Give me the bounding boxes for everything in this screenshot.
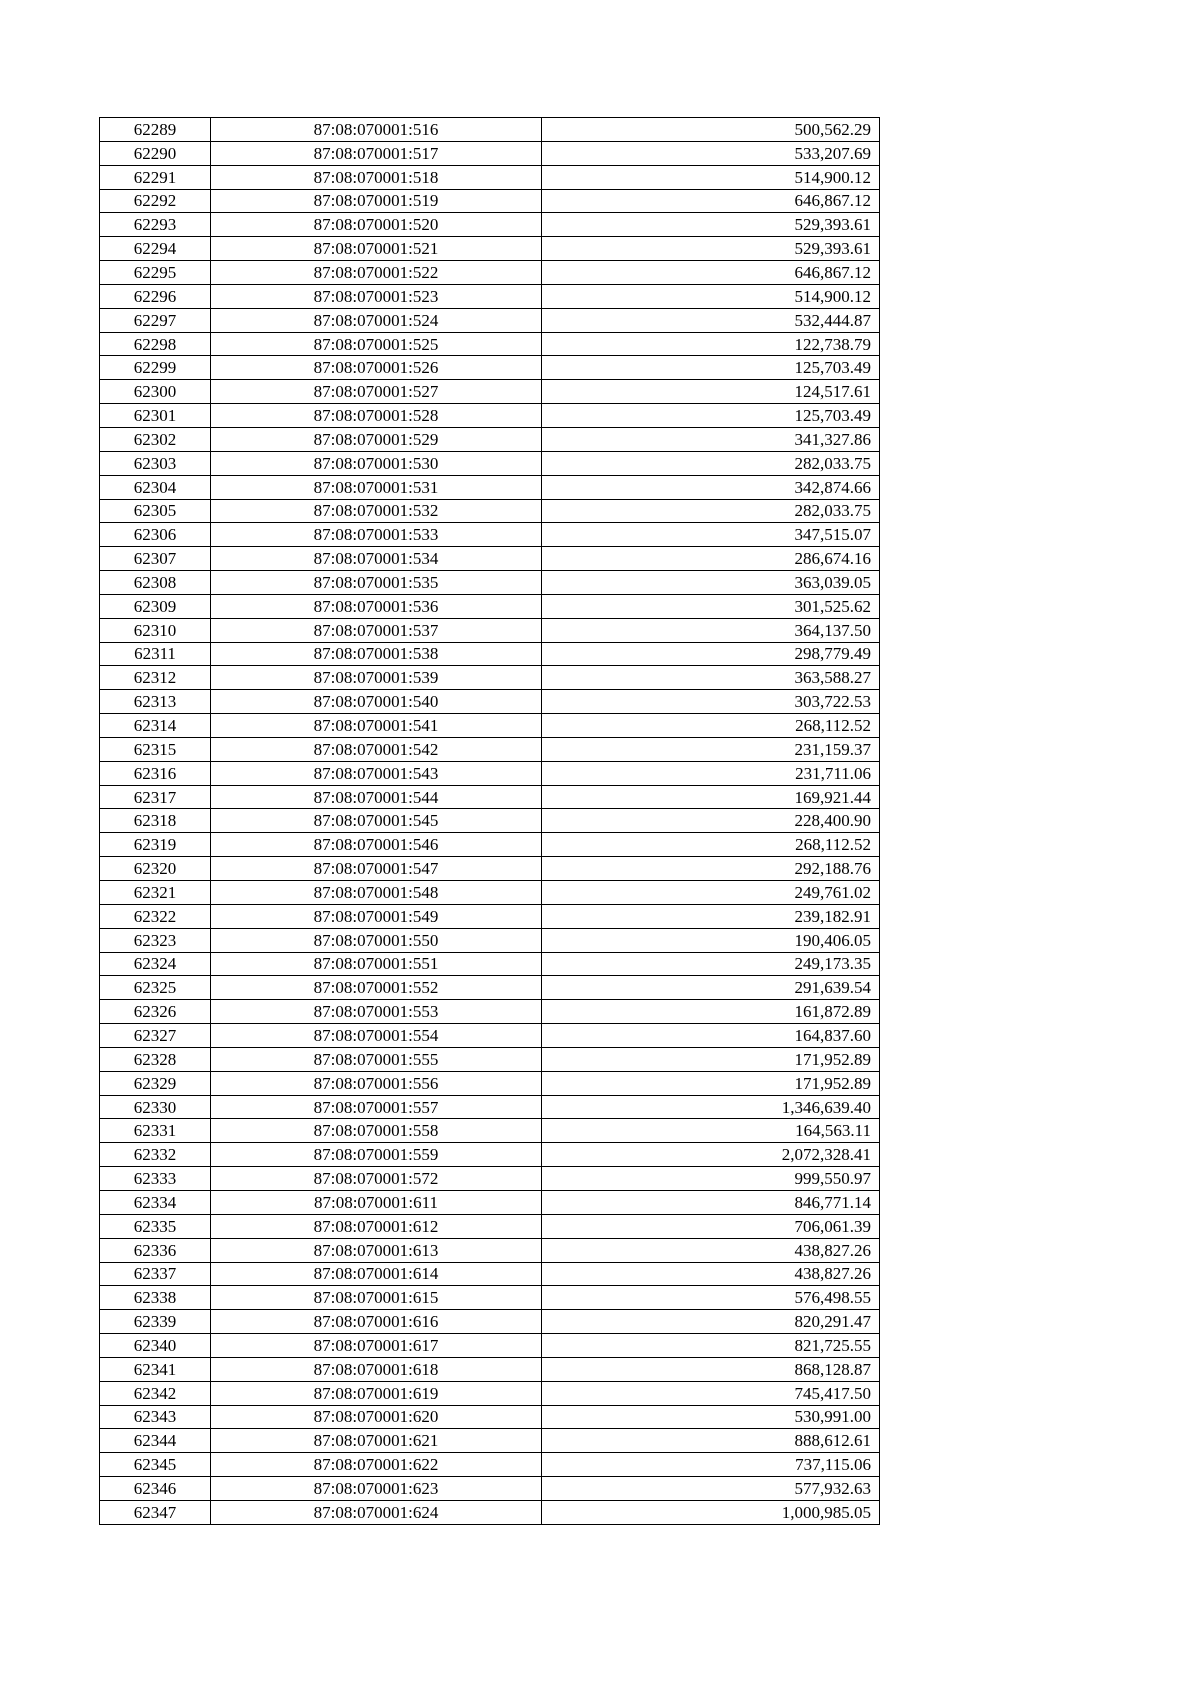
cadastral-value-cell: 646,867.12: [542, 261, 880, 285]
cadastral-number-cell: 87:08:070001:558: [211, 1119, 542, 1143]
cadastral-number-cell: 87:08:070001:613: [211, 1238, 542, 1262]
cadastral-value-cell: 737,115.06: [542, 1453, 880, 1477]
cadastral-number-cell: 87:08:070001:615: [211, 1286, 542, 1310]
table-row: [100, 451, 880, 475]
cadastral-number-cell: 87:08:070001:526: [211, 356, 542, 380]
row-number-cell: 62301: [100, 404, 211, 428]
row-number-cell: 62309: [100, 594, 211, 618]
cadastral-value-cell: 231,711.06: [542, 761, 880, 785]
table-row: [100, 952, 880, 976]
cadastral-number-cell: 87:08:070001:611: [211, 1190, 542, 1214]
cadastral-number-cell: 87:08:070001:531: [211, 475, 542, 499]
cadastral-number-cell: 87:08:070001:520: [211, 213, 542, 237]
table-row: [100, 1405, 880, 1429]
row-number-cell: 62317: [100, 785, 211, 809]
cadastral-value-cell: 286,674.16: [542, 547, 880, 571]
cadastral-value-cell: 291,639.54: [542, 976, 880, 1000]
cadastral-number-cell: 87:08:070001:546: [211, 833, 542, 857]
cadastral-number-cell: 87:08:070001:532: [211, 499, 542, 523]
cadastral-value-cell: 161,872.89: [542, 1000, 880, 1024]
cadastral-number-cell: 87:08:070001:557: [211, 1095, 542, 1119]
row-number-cell: 62327: [100, 1024, 211, 1048]
cadastral-value-cell: 868,128.87: [542, 1357, 880, 1381]
cadastral-number-cell: 87:08:070001:533: [211, 523, 542, 547]
table-row: [100, 141, 880, 165]
table-row: [100, 642, 880, 666]
table-row: [100, 1381, 880, 1405]
table-row: [100, 404, 880, 428]
row-number-cell: 62333: [100, 1167, 211, 1191]
cadastral-value-cell: 1,000,985.05: [542, 1500, 880, 1524]
table-row: [100, 1334, 880, 1358]
table-row: [100, 547, 880, 571]
table-row: [100, 237, 880, 261]
table-row: [100, 690, 880, 714]
cadastral-value-cell: 298,779.49: [542, 642, 880, 666]
table-row: [100, 308, 880, 332]
table-row: [100, 1286, 880, 1310]
cadastral-value-cell: 438,827.26: [542, 1238, 880, 1262]
row-number-cell: 62314: [100, 714, 211, 738]
row-number-cell: 62320: [100, 857, 211, 881]
table-row: [100, 1095, 880, 1119]
row-number-cell: 62289: [100, 118, 211, 142]
table-row: [100, 881, 880, 905]
cadastral-number-cell: 87:08:070001:559: [211, 1143, 542, 1167]
row-number-cell: 62329: [100, 1071, 211, 1095]
cadastral-number-cell: 87:08:070001:524: [211, 308, 542, 332]
cadastral-value-cell: 341,327.86: [542, 427, 880, 451]
table-row: [100, 785, 880, 809]
cadastral-number-cell: 87:08:070001:617: [211, 1334, 542, 1358]
cadastral-value-cell: 249,761.02: [542, 881, 880, 905]
cadastral-value-cell: 303,722.53: [542, 690, 880, 714]
cadastral-number-cell: 87:08:070001:535: [211, 571, 542, 595]
row-number-cell: 62340: [100, 1334, 211, 1358]
row-number-cell: 62334: [100, 1190, 211, 1214]
row-number-cell: 62302: [100, 427, 211, 451]
cadastral-value-cell: 529,393.61: [542, 213, 880, 237]
cadastral-number-cell: 87:08:070001:522: [211, 261, 542, 285]
row-number-cell: 62290: [100, 141, 211, 165]
cadastral-number-cell: 87:08:070001:542: [211, 737, 542, 761]
cadastral-value-cell: 122,738.79: [542, 332, 880, 356]
table-row: [100, 1071, 880, 1095]
table-row: [100, 1119, 880, 1143]
row-number-cell: 62299: [100, 356, 211, 380]
table-row: [100, 594, 880, 618]
table-row: [100, 618, 880, 642]
row-number-cell: 62322: [100, 904, 211, 928]
row-number-cell: 62347: [100, 1500, 211, 1524]
row-number-cell: 62293: [100, 213, 211, 237]
cadastral-value-cell: 342,874.66: [542, 475, 880, 499]
cadastral-number-cell: 87:08:070001:516: [211, 118, 542, 142]
table-row: [100, 261, 880, 285]
cadastral-value-cell: 125,703.49: [542, 404, 880, 428]
cadastral-number-cell: 87:08:070001:618: [211, 1357, 542, 1381]
cadastral-value-cell: 438,827.26: [542, 1262, 880, 1286]
cadastral-number-cell: 87:08:070001:550: [211, 928, 542, 952]
row-number-cell: 62291: [100, 165, 211, 189]
table-row: [100, 833, 880, 857]
cadastral-number-cell: 87:08:070001:623: [211, 1477, 542, 1501]
cadastral-value-cell: 171,952.89: [542, 1047, 880, 1071]
table-row: [100, 666, 880, 690]
cadastral-value-cell: 577,932.63: [542, 1477, 880, 1501]
cadastral-value-cell: 706,061.39: [542, 1214, 880, 1238]
cadastral-value-cell: 1,346,639.40: [542, 1095, 880, 1119]
cadastral-number-cell: 87:08:070001:527: [211, 380, 542, 404]
table-row: [100, 284, 880, 308]
cadastral-value-cell: 268,112.52: [542, 714, 880, 738]
cadastral-value-cell: 999,550.97: [542, 1167, 880, 1191]
cadastral-number-cell: 87:08:070001:529: [211, 427, 542, 451]
cadastral-value-cell: 514,900.12: [542, 284, 880, 308]
table-row: [100, 1262, 880, 1286]
cadastral-value-cell: 363,039.05: [542, 571, 880, 595]
cadastral-number-cell: 87:08:070001:552: [211, 976, 542, 1000]
row-number-cell: 62295: [100, 261, 211, 285]
row-number-cell: 62323: [100, 928, 211, 952]
cadastral-number-cell: 87:08:070001:518: [211, 165, 542, 189]
table-row: [100, 1453, 880, 1477]
table-row: [100, 1047, 880, 1071]
row-number-cell: 62319: [100, 833, 211, 857]
table-row: [100, 571, 880, 595]
cadastral-value-cell: 164,563.11: [542, 1119, 880, 1143]
cadastral-value-cell: 292,188.76: [542, 857, 880, 881]
table-row: [100, 475, 880, 499]
cadastral-value-cell: 2,072,328.41: [542, 1143, 880, 1167]
table-row: [100, 1167, 880, 1191]
cadastral-value-cell: 532,444.87: [542, 308, 880, 332]
table-row: [100, 189, 880, 213]
cadastral-number-cell: 87:08:070001:551: [211, 952, 542, 976]
row-number-cell: 62307: [100, 547, 211, 571]
cadastral-number-cell: 87:08:070001:540: [211, 690, 542, 714]
table-row: [100, 1214, 880, 1238]
cadastral-number-cell: 87:08:070001:544: [211, 785, 542, 809]
cadastral-value-cell: 576,498.55: [542, 1286, 880, 1310]
table-row: [100, 809, 880, 833]
table-row: [100, 928, 880, 952]
cadastral-number-cell: 87:08:070001:548: [211, 881, 542, 905]
cadastral-value-cell: 514,900.12: [542, 165, 880, 189]
table-row: [100, 499, 880, 523]
cadastral-value-cell: 124,517.61: [542, 380, 880, 404]
table-row: [100, 1500, 880, 1524]
row-number-cell: 62341: [100, 1357, 211, 1381]
cadastral-number-cell: 87:08:070001:528: [211, 404, 542, 428]
row-number-cell: 62321: [100, 881, 211, 905]
cadastral-value-cell: 821,725.55: [542, 1334, 880, 1358]
row-number-cell: 62337: [100, 1262, 211, 1286]
table-row: [100, 1477, 880, 1501]
cadastral-number-cell: 87:08:070001:519: [211, 189, 542, 213]
row-number-cell: 62346: [100, 1477, 211, 1501]
row-number-cell: 62313: [100, 690, 211, 714]
cadastral-number-cell: 87:08:070001:555: [211, 1047, 542, 1071]
row-number-cell: 62297: [100, 308, 211, 332]
row-number-cell: 62304: [100, 475, 211, 499]
table-row: [100, 1000, 880, 1024]
cadastral-number-cell: 87:08:070001:539: [211, 666, 542, 690]
cadastral-number-cell: 87:08:070001:572: [211, 1167, 542, 1191]
cadastral-value-cell: 888,612.61: [542, 1429, 880, 1453]
cadastral-value-cell: 347,515.07: [542, 523, 880, 547]
table-row: [100, 332, 880, 356]
cadastral-value-cell: 249,173.35: [542, 952, 880, 976]
cadastral-number-cell: 87:08:070001:537: [211, 618, 542, 642]
row-number-cell: 62312: [100, 666, 211, 690]
table-row: [100, 1143, 880, 1167]
row-number-cell: 62336: [100, 1238, 211, 1262]
row-number-cell: 62292: [100, 189, 211, 213]
cadastral-value-cell: 171,952.89: [542, 1071, 880, 1095]
row-number-cell: 62338: [100, 1286, 211, 1310]
table-row: [100, 523, 880, 547]
table-row: [100, 1190, 880, 1214]
cadastral-number-cell: 87:08:070001:616: [211, 1310, 542, 1334]
cadastral-number-cell: 87:08:070001:614: [211, 1262, 542, 1286]
cadastral-number-cell: 87:08:070001:523: [211, 284, 542, 308]
cadastral-number-cell: 87:08:070001:541: [211, 714, 542, 738]
cadastral-value-cell: 282,033.75: [542, 451, 880, 475]
row-number-cell: 62311: [100, 642, 211, 666]
cadastral-number-cell: 87:08:070001:620: [211, 1405, 542, 1429]
cadastral-value-cell: 282,033.75: [542, 499, 880, 523]
cadastral-value-cell: 125,703.49: [542, 356, 880, 380]
row-number-cell: 62335: [100, 1214, 211, 1238]
row-number-cell: 62318: [100, 809, 211, 833]
cadastral-value-cell: 164,837.60: [542, 1024, 880, 1048]
row-number-cell: 62325: [100, 976, 211, 1000]
row-number-cell: 62305: [100, 499, 211, 523]
cadastral-number-cell: 87:08:070001:621: [211, 1429, 542, 1453]
row-number-cell: 62303: [100, 451, 211, 475]
row-number-cell: 62315: [100, 737, 211, 761]
row-number-cell: 62331: [100, 1119, 211, 1143]
row-number-cell: 62328: [100, 1047, 211, 1071]
cadastral-number-cell: 87:08:070001:547: [211, 857, 542, 881]
cadastral-number-cell: 87:08:070001:517: [211, 141, 542, 165]
cadastral-value-cell: 228,400.90: [542, 809, 880, 833]
table-row: [100, 857, 880, 881]
table-row: [100, 1024, 880, 1048]
table-row: [100, 356, 880, 380]
row-number-cell: 62345: [100, 1453, 211, 1477]
cadastral-value-cell: 500,562.29: [542, 118, 880, 142]
cadastral-value-table: [99, 117, 880, 1525]
table-row: [100, 1310, 880, 1334]
row-number-cell: 62324: [100, 952, 211, 976]
row-number-cell: 62332: [100, 1143, 211, 1167]
row-number-cell: 62326: [100, 1000, 211, 1024]
row-number-cell: 62294: [100, 237, 211, 261]
table-row: [100, 976, 880, 1000]
table-row: [100, 165, 880, 189]
cadastral-number-cell: 87:08:070001:549: [211, 904, 542, 928]
cadastral-value-cell: 646,867.12: [542, 189, 880, 213]
row-number-cell: 62300: [100, 380, 211, 404]
row-number-cell: 62306: [100, 523, 211, 547]
cadastral-value-cell: 529,393.61: [542, 237, 880, 261]
cadastral-number-cell: 87:08:070001:538: [211, 642, 542, 666]
cadastral-value-cell: 846,771.14: [542, 1190, 880, 1214]
cadastral-value-cell: 363,588.27: [542, 666, 880, 690]
row-number-cell: 62298: [100, 332, 211, 356]
cadastral-value-cell: 190,406.05: [542, 928, 880, 952]
cadastral-value-cell: 169,921.44: [542, 785, 880, 809]
row-number-cell: 62339: [100, 1310, 211, 1334]
table-row: [100, 761, 880, 785]
cadastral-value-cell: 268,112.52: [542, 833, 880, 857]
cadastral-value-cell: 364,137.50: [542, 618, 880, 642]
cadastral-number-cell: 87:08:070001:530: [211, 451, 542, 475]
cadastral-number-cell: 87:08:070001:556: [211, 1071, 542, 1095]
row-number-cell: 62330: [100, 1095, 211, 1119]
table-row: [100, 737, 880, 761]
table-row: [100, 714, 880, 738]
cadastral-number-cell: 87:08:070001:534: [211, 547, 542, 571]
table-body: [100, 118, 880, 1525]
cadastral-number-cell: 87:08:070001:554: [211, 1024, 542, 1048]
cadastral-value-cell: 301,525.62: [542, 594, 880, 618]
table-row: [100, 118, 880, 142]
cadastral-number-cell: 87:08:070001:553: [211, 1000, 542, 1024]
cadastral-value-cell: 530,991.00: [542, 1405, 880, 1429]
table-row: [100, 1429, 880, 1453]
table-row: [100, 213, 880, 237]
cadastral-number-cell: 87:08:070001:545: [211, 809, 542, 833]
table-row: [100, 904, 880, 928]
cadastral-value-cell: 533,207.69: [542, 141, 880, 165]
table-row: [100, 1357, 880, 1381]
row-number-cell: 62308: [100, 571, 211, 595]
cadastral-value-cell: 820,291.47: [542, 1310, 880, 1334]
table-row: [100, 1238, 880, 1262]
cadastral-number-cell: 87:08:070001:536: [211, 594, 542, 618]
cadastral-number-cell: 87:08:070001:624: [211, 1500, 542, 1524]
row-number-cell: 62344: [100, 1429, 211, 1453]
table-row: [100, 427, 880, 451]
table-row: [100, 380, 880, 404]
cadastral-number-cell: 87:08:070001:543: [211, 761, 542, 785]
row-number-cell: 62316: [100, 761, 211, 785]
cadastral-number-cell: 87:08:070001:525: [211, 332, 542, 356]
cadastral-number-cell: 87:08:070001:622: [211, 1453, 542, 1477]
row-number-cell: 62343: [100, 1405, 211, 1429]
row-number-cell: 62342: [100, 1381, 211, 1405]
cadastral-number-cell: 87:08:070001:612: [211, 1214, 542, 1238]
cadastral-value-cell: 231,159.37: [542, 737, 880, 761]
cadastral-value-cell: 239,182.91: [542, 904, 880, 928]
cadastral-value-cell: 745,417.50: [542, 1381, 880, 1405]
row-number-cell: 62296: [100, 284, 211, 308]
cadastral-number-cell: 87:08:070001:521: [211, 237, 542, 261]
row-number-cell: 62310: [100, 618, 211, 642]
cadastral-number-cell: 87:08:070001:619: [211, 1381, 542, 1405]
